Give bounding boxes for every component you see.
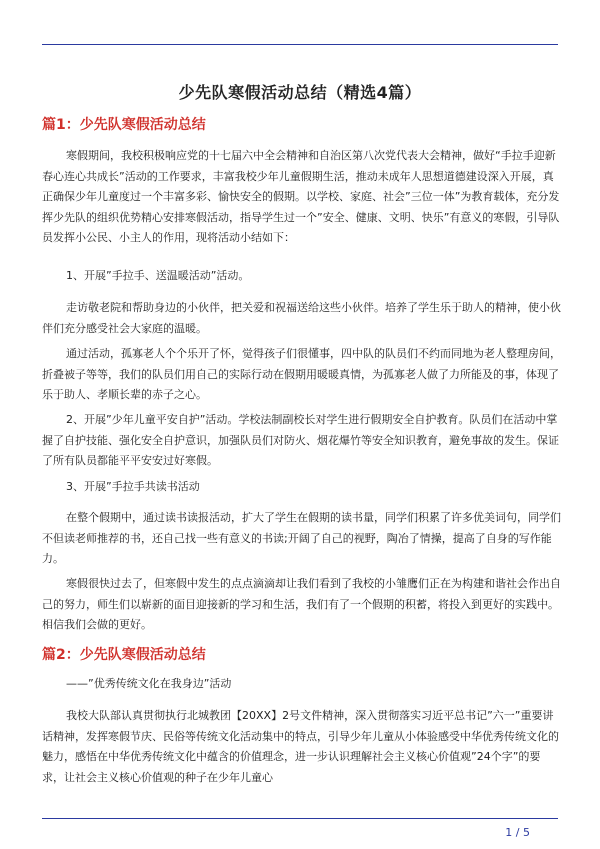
section1-item2: 2、开展”少年儿童平安自护”活动。学校法制副校长对学生进行假期安全自护教育。队员们在活动中掌握了自护技能、强化安全自护意识，加强队员们对防火、烟花爆竹等安全知识教育，避免事故的发生。保证了所有队员都能平平安安过好寒假。 bbox=[42, 413, 559, 467]
section1-heading: 篇1：少先队寒假活动总结 bbox=[42, 117, 206, 133]
section1-item3: 3、开展”手拉手共读书活动 bbox=[66, 480, 200, 493]
section2-para1: 我校大队部认真贯彻执行北城教团【20XX】2号文件精神，深入贯彻落实习近平总书记”六一”重要讲话精神，发挥寒假节庆、民俗等传统文化活动集中的特点，引导少年儿童从小体验感受中华优秀传统文化的魅力，感悟在中华优秀传统文化中蕴含的价值理念，进一步认识理解社会主义核心价值观”24个字”的要求，让社会主义核心价值观的种子在少年儿童心 bbox=[42, 709, 559, 784]
section2-subtitle: ——”优秀传统文化在我身边”活动 bbox=[66, 677, 232, 690]
section1-para2: 走访敬老院和帮助身边的小伙伴，把关爱和祝福送给这些小伙伴。培养了学生乐于助人的精神，使小伙伴们充分感受社会大家庭的温暖。 bbox=[42, 301, 561, 335]
section1-para4: 在整个假期中，通过读书读报活动，扩大了学生在假期的读书量，同学们积累了许多优美词句，同学们不但读老师推荐的书，还自己找一些有意义的书读;开阔了自己的视野，陶冶了情操，提高了自身的写作能力。 bbox=[42, 511, 561, 565]
section1-item1: 1、开展”手拉手、送温暖活动”活动。 bbox=[66, 269, 250, 282]
footer-rule bbox=[42, 818, 558, 819]
section1-para1: 寒假期间，我校积极响应党的十七届六中全会精神和自治区第八次党代表大会精神，做好“手拉手迎新春心连心共成长”活动的工作要求，丰富我校少年儿童假期生活，推动未成年人思想道德建设深入开展，真正确保少年儿童度过一个丰富多彩、愉快安全的假期。以学校、家庭、社会”三位一体”为教育载体，充分发挥少先队的组织优势精心安排寒假活动，指导学生过一个”安全、健康、文明、快乐”有意义的寒假，引导队员发挥小公民、小主人的作用，现将活动小结如下： bbox=[42, 149, 560, 244]
section2-heading: 篇2：少先队寒假活动总结 bbox=[42, 647, 206, 663]
page-title: 少先队寒假活动总结（精选4篇） bbox=[178, 83, 422, 102]
header-rule bbox=[42, 44, 558, 45]
section1-para5: 寒假很快过去了，但寒假中发生的点点滴滴却让我们看到了我校的小雏鹰们正在为构建和谐社会作出自己的努力，师生们以崭新的面目迎接新的学习和生活，我们有了一个假期的积蓄，将投入到更好的实践中。相信我们会做的更好。 bbox=[42, 577, 561, 631]
section1-para3: 通过活动，孤寡老人个个乐开了怀，觉得孩子们很懂事，四中队的队员们不约而同地为老人整理房间，折叠被子等等，我们的队员们用自己的实际行动在假期用暖暖真情，为孤寡老人做了力所能及的事，体现了乐于助人、孝顺长辈的赤子之心。 bbox=[42, 347, 561, 401]
page-number: 1 / 5 bbox=[505, 826, 530, 839]
